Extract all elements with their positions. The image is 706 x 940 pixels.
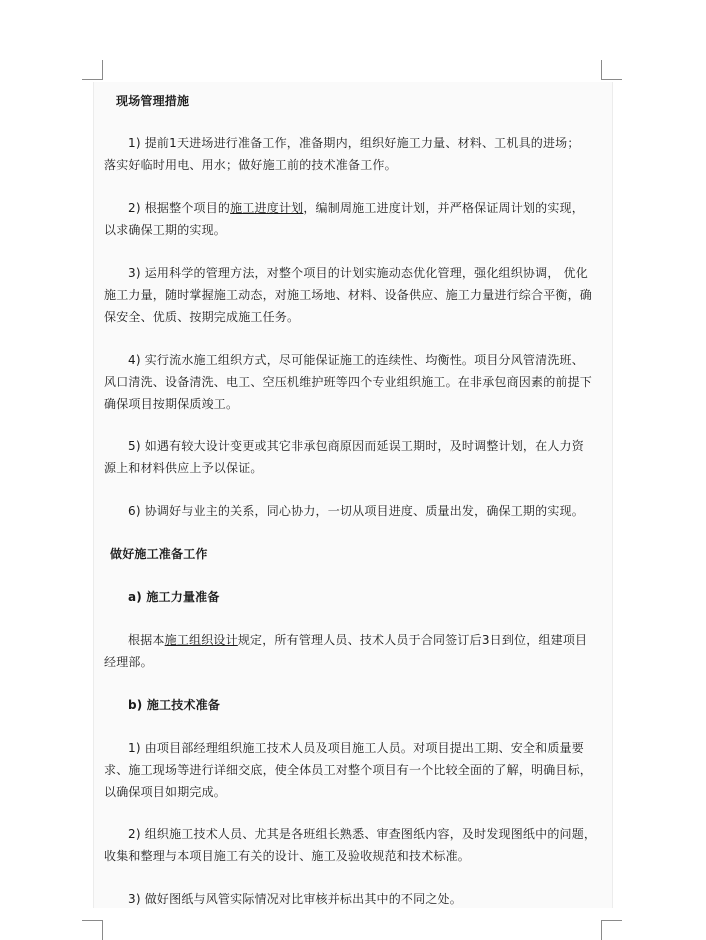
paragraph-line: 确保项目按期保质竣工。 [104,397,239,411]
paragraph-6 [104,500,602,522]
paragraph-line: 保安全、优质、按期完成施工任务。 [104,310,300,324]
section-heading: 现场管理措施 [116,94,190,108]
text-run: 规定，所有管理人员、技术人员于合同签订后3日到位，组建项目 [237,633,588,647]
paragraph-line: 求、施工现场等进行详细交底，使全体员工对整个项目有一个比较全面的了解，明确目标， [104,763,593,777]
crop-mark-tl-h [82,79,102,80]
paragraph-line: 落实好临时用电、用水；做好施工前的技术准备工作。 [104,158,397,172]
paragraph-line: 经理部。 [104,655,153,669]
paragraph-line: 以确保项目如期完成。 [104,785,227,799]
text-run: 根据本 [128,633,165,647]
crop-mark-tl-v [102,60,103,80]
paragraph-3 [104,262,602,328]
paragraph-2 [104,197,602,241]
paragraph-line: 1) 由项目部经理组织施工技术人员及项目施工人员。对项目提出工期、安全和质量要 [128,741,584,755]
subsection-heading: a) 施工力量准备 [128,590,220,604]
paragraph-line: 收集和整理与本项目施工有关的设计、施工及验收规范和技术标准。 [104,849,471,863]
crop-mark-bl-h [82,920,102,921]
paragraph-5 [104,435,602,479]
crop-mark-bl-v [102,920,103,940]
paragraph-line [104,197,602,219]
paragraph-line: 4) 实行流水施工组织方式，尽可能保证施工的连续性、均衡性。项目分风管清洗班、 [128,353,584,367]
document-page [93,82,613,908]
crop-mark-br-h [602,920,622,921]
paragraph-line: 6) 协调好与业主的关系，同心协力，一切从项目进度、质量出发，确保工期的实现。 [128,504,584,518]
subsection-heading: b) 施工技术准备 [128,698,221,712]
paragraph-line [104,629,602,651]
paragraph-b1 [104,737,602,803]
text-run: ，编制周施工进度计划，并严格保证周计划的实现， [303,201,584,215]
paragraph-b3 [104,888,602,908]
crop-mark-tr-v [601,60,602,80]
section-heading: 做好施工准备工作 [110,547,208,561]
paragraph-line: 3) 运用科学的管理方法，对整个项目的计划实施动态优化管理，强化组织协调， 优化 [128,266,588,280]
paragraph-line: 5) 如遇有较大设计变更或其它非承包商原因而延误工期时，及时调整计划，在人力资 [128,439,584,453]
paragraph-line: 2) 组织施工技术人员、尤其是各班组长熟悉、审查图纸内容，及时发现图纸中的问题， [128,827,597,841]
paragraph-4 [104,349,602,415]
text-run: 2) 根据整个项目的 [128,201,231,215]
paragraph-line: 风口清洗、设备清洗、电工、空压机维护班等四个专业组织施工。在非承包商因素的前提下 [104,375,593,389]
paragraph-b2 [104,823,602,867]
paragraph-a [104,629,602,673]
paragraph-line: 1) 提前1天进场进行准备工作，准备期内，组织好施工力量、材料、工机具的进场； [128,136,580,150]
design-link[interactable]: 施工组织设计 [164,633,238,647]
paragraph-line: 施工力量，随时掌握施工动态，对施工场地、材料、设备供应、施工力量进行综合平衡，确 [104,288,593,302]
schedule-link[interactable]: 施工进度计划 [230,201,304,215]
paragraph-line: 以求确保工期的实现。 [104,223,227,237]
paragraph-line: 3) 做好图纸与风管实际情况对比审核并标出其中的不同之处。 [128,892,462,906]
paragraph-1 [104,132,602,176]
crop-mark-br-v [601,920,602,940]
paragraph-line: 源上和材料供应上予以保证。 [104,461,263,475]
crop-mark-tr-h [602,79,622,80]
